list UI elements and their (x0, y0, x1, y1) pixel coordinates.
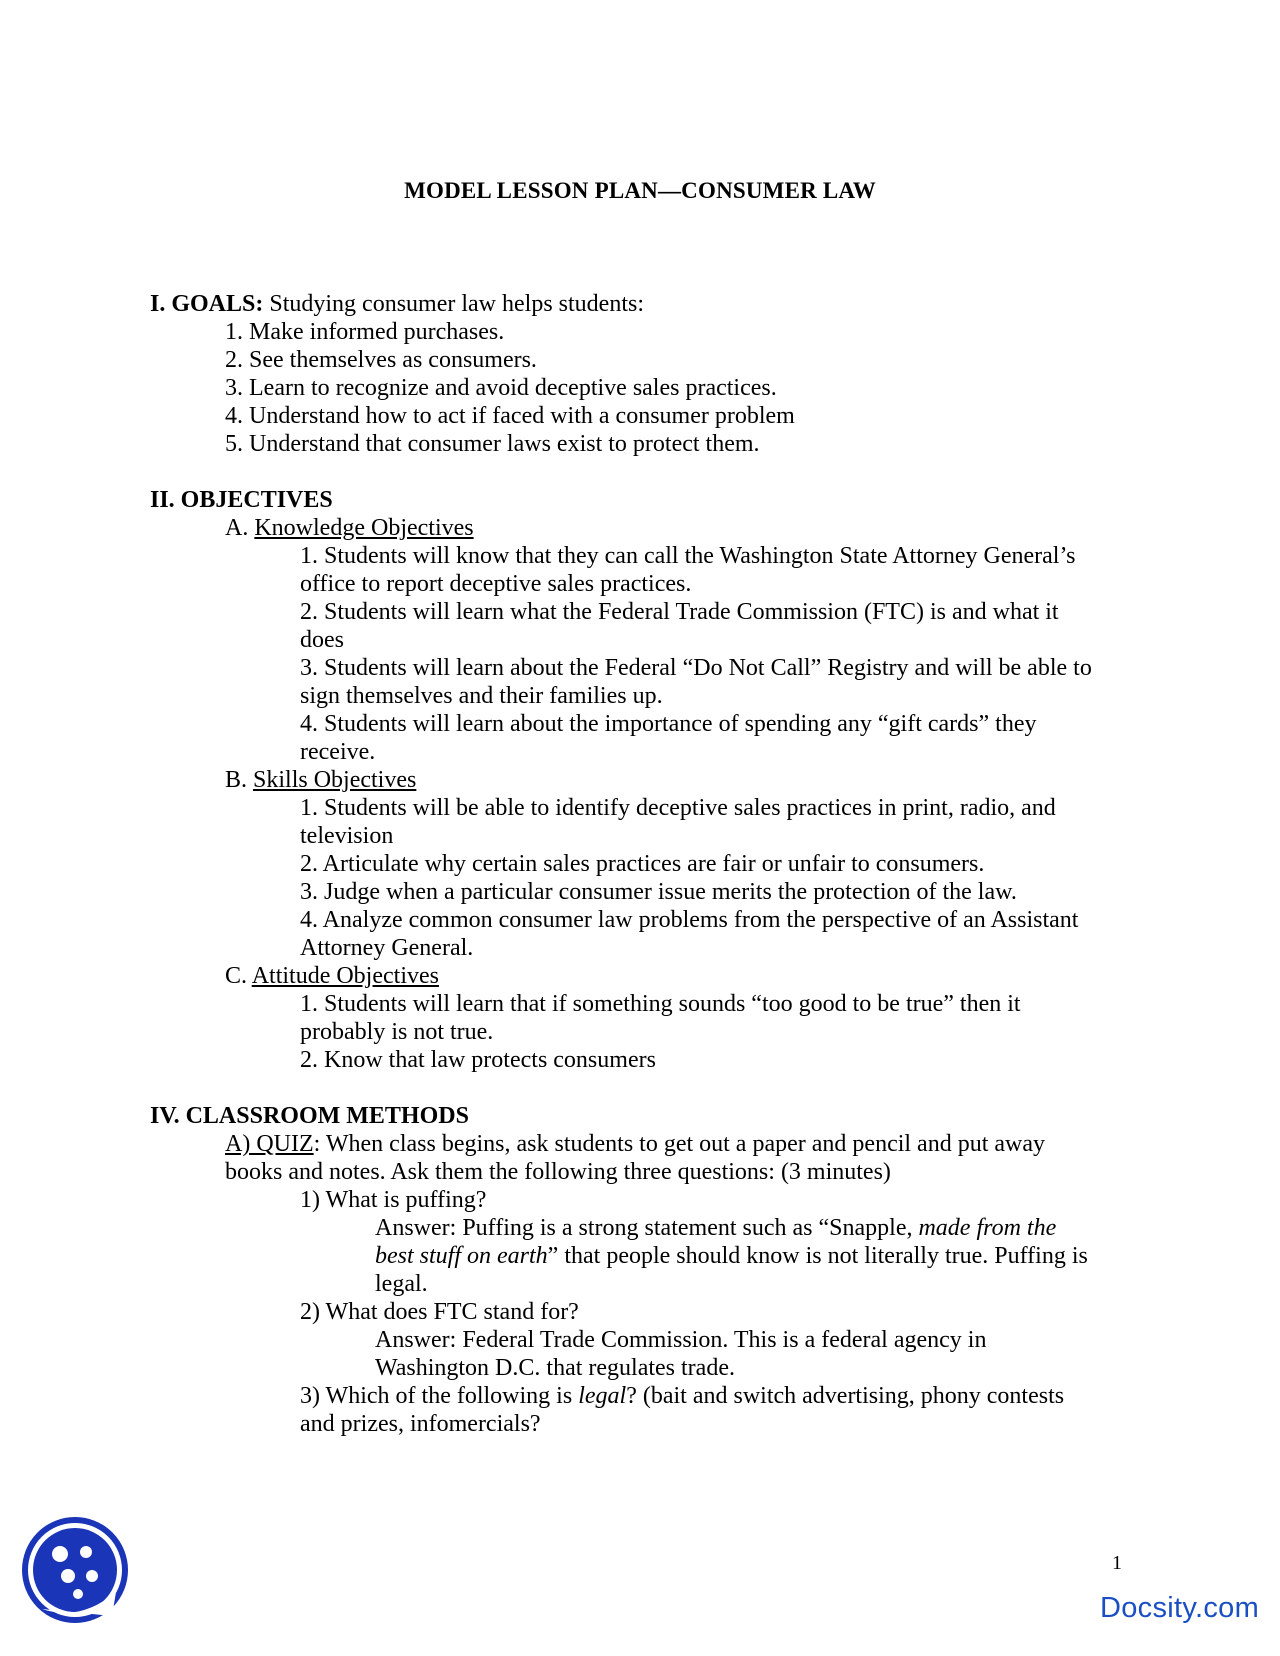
knowledge-line: 2. Students will learn what the Federal Trade Commission (FTC) is and what it (300, 599, 1059, 625)
skills-line: 1. Students will be able to identify deceptive sales practices in print, radio, and (300, 795, 1056, 821)
skills-objectives-label: Skills Objectives (253, 767, 417, 793)
answer-text: Answer: Puffing is a strong statement such as “Snapple, (375, 1215, 919, 1241)
goal-item: 4. Understand how to act if faced with a consumer problem (225, 403, 795, 429)
quiz-line-1 (225, 1130, 1045, 1159)
question-text: 3) Which of the following is (300, 1383, 579, 1409)
knowledge-objectives-heading (225, 514, 474, 543)
quiz-intro: : When class begins, ask students to get out a paper and pencil and put away (313, 1131, 1046, 1157)
quiz-question-3-line-2: and prizes, infomercials? (300, 1411, 541, 1437)
quiz-answer-2-line-2: Washington D.C. that regulates trade. (375, 1355, 735, 1381)
docsity-brand[interactable]: Docsity.com (1100, 1592, 1260, 1624)
quiz-answer-1-line-1 (375, 1214, 1056, 1243)
knowledge-objectives-label: Knowledge Objectives (254, 515, 474, 541)
answer-italic: best stuff on earth (375, 1243, 548, 1269)
quiz-answer-1-line-3: legal. (375, 1271, 428, 1297)
goal-item: 5. Understand that consumer laws exist to protect them. (225, 431, 760, 457)
quiz-answer-1-line-2 (375, 1242, 1088, 1271)
knowledge-line: sign themselves and their families up. (300, 683, 663, 709)
attitude-line: 2. Know that law protects consumers (300, 1047, 656, 1073)
knowledge-prefix: A. (225, 515, 255, 541)
skills-line: 3. Judge when a particular consumer issue merits the protection of the law. (300, 879, 1017, 905)
question-text: ? (bait and switch advertising, phony contests (626, 1383, 1065, 1409)
knowledge-line: receive. (300, 739, 376, 765)
goals-intro: Studying consumer law helps students: (263, 291, 644, 317)
skills-line: Attorney General. (300, 935, 474, 961)
docsity-logo-icon (20, 1514, 130, 1626)
quiz-label: A) QUIZ (225, 1131, 314, 1157)
attitude-objectives-heading (225, 962, 439, 991)
goal-item: 3. Learn to recognize and avoid deceptive sales practices. (225, 375, 777, 401)
quiz-line-2: books and notes. Ask them the following three questions: (3 minutes) (225, 1159, 891, 1185)
quiz-question-1: 1) What is puffing? (300, 1187, 487, 1213)
question-italic: legal (578, 1383, 627, 1409)
goal-item: 1. Make informed purchases. (225, 319, 505, 345)
knowledge-line: does (300, 627, 344, 653)
quiz-question-3-line-1 (300, 1382, 1064, 1411)
skills-line: television (300, 823, 394, 849)
quiz-answer-2-line-1: Answer: Federal Trade Commission. This is a federal agency in (375, 1327, 987, 1353)
page-title: MODEL LESSON PLAN—CONSUMER LAW (404, 178, 876, 203)
attitude-objectives-label: Attitude Objectives (251, 963, 439, 989)
attitude-line: probably is not true. (300, 1019, 494, 1045)
methods-heading: IV. CLASSROOM METHODS (150, 1103, 469, 1129)
answer-text: ” that people should know is not literally true. Puffing is (547, 1243, 1088, 1269)
goals-heading: I. GOALS: (150, 291, 264, 317)
goals-heading-line (150, 290, 644, 319)
knowledge-line: 3. Students will learn about the Federal “Do Not Call” Registry and will be able to (300, 655, 1092, 681)
skills-prefix: B. (225, 767, 254, 793)
skills-line: 2. Articulate why certain sales practices are fair or unfair to consumers. (300, 851, 985, 877)
attitude-prefix: C. (225, 963, 252, 989)
skills-line: 4. Analyze common consumer law problems from the perspective of an Assistant (300, 907, 1079, 933)
objectives-heading: II. OBJECTIVES (150, 487, 333, 513)
knowledge-line: 1. Students will know that they can call the Washington State Attorney General’s (300, 543, 1076, 569)
skills-objectives-heading (225, 766, 416, 795)
goal-item: 2. See themselves as consumers. (225, 347, 537, 373)
knowledge-line: office to report deceptive sales practices. (300, 571, 692, 597)
answer-italic: made from the (918, 1215, 1057, 1241)
page-number: 1 (1112, 1552, 1122, 1574)
quiz-question-2: 2) What does FTC stand for? (300, 1299, 579, 1325)
attitude-line: 1. Students will learn that if something sounds “too good to be true” then it (300, 991, 1021, 1017)
knowledge-line: 4. Students will learn about the importance of spending any “gift cards” they (300, 711, 1037, 737)
